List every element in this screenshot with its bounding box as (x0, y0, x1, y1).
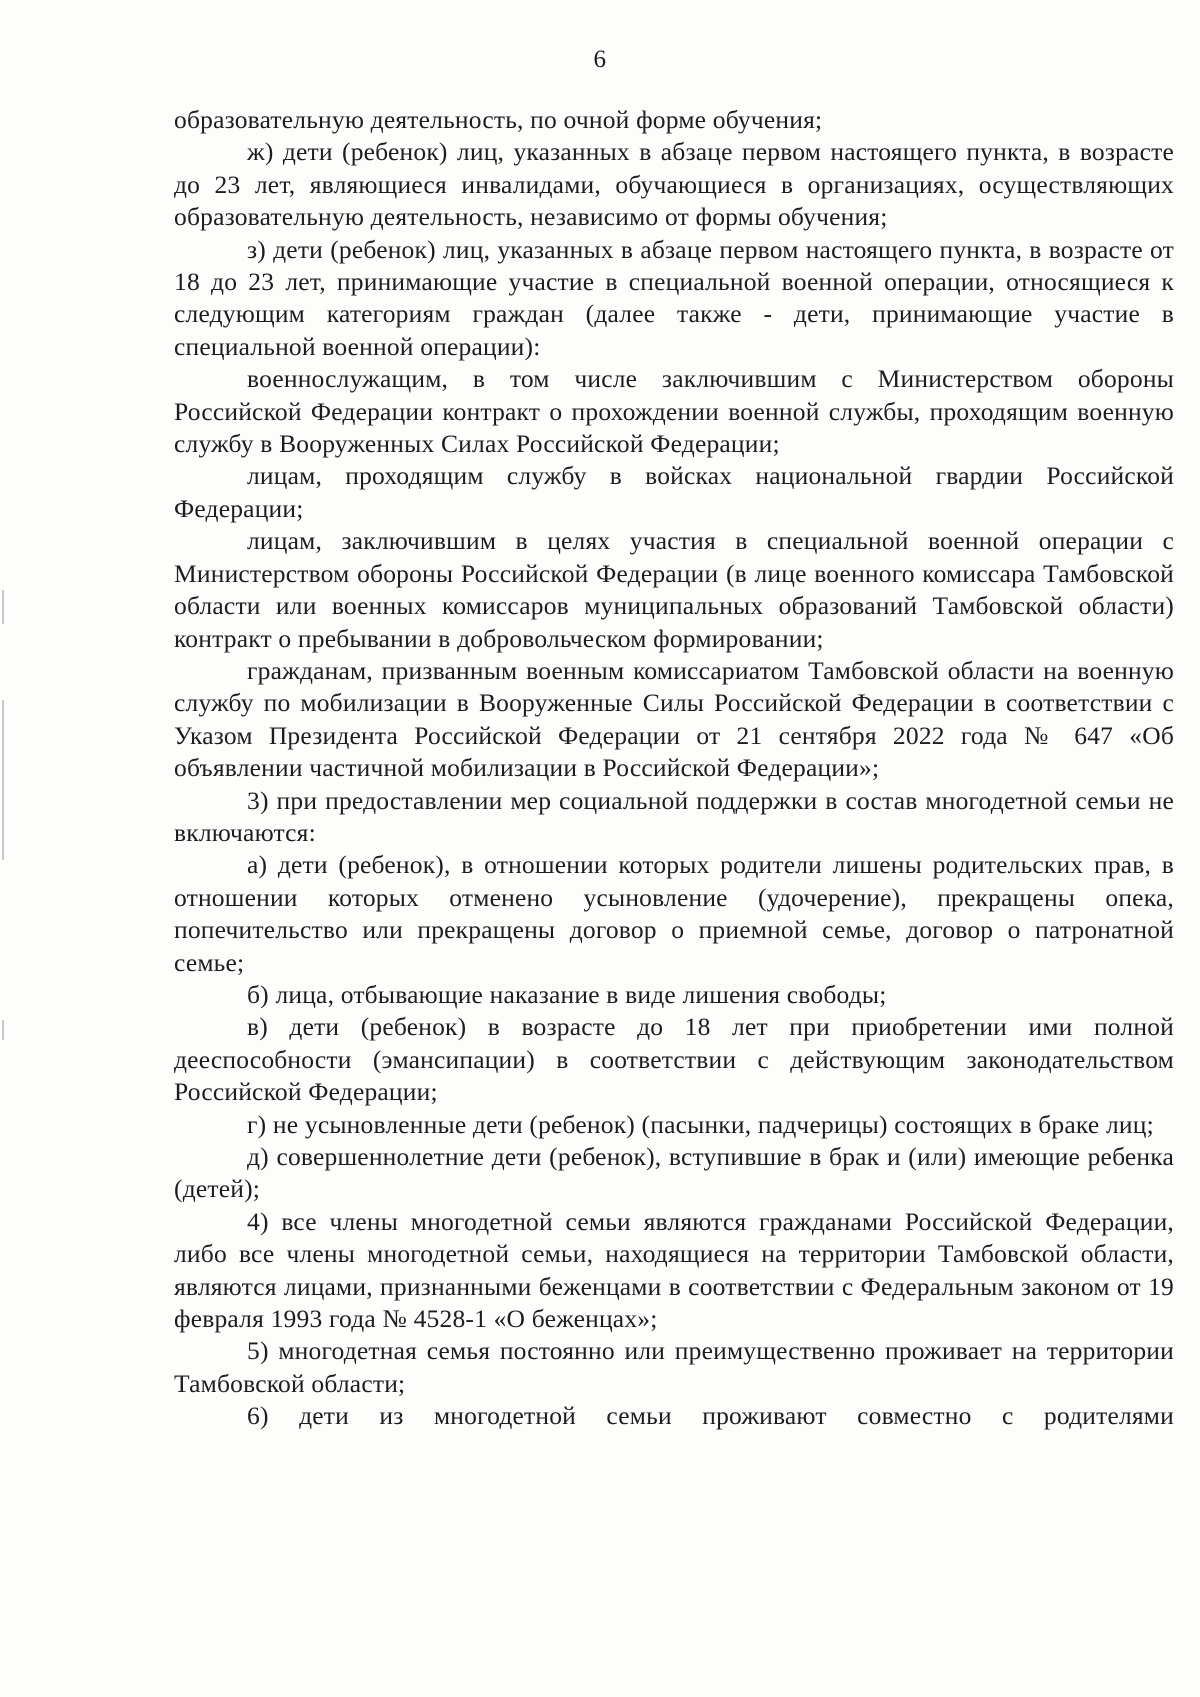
paragraph-item-g: г) не усыновленные дети (ребенок) (пасынки, падчерицы) состоящих в браке лиц; (247, 1109, 1154, 1139)
paragraph-military-servicemen: военнослужащим, в том числе заключившим с Министерством обороны Российской Федерации контракт о прохождении военной службы, проходящим военную службу в Вооруженных Силах Российской Федерации; (174, 364, 1174, 459)
page-number: 6 (593, 46, 607, 73)
scan-edge-mark (2, 700, 4, 860)
paragraph-item-5: 5) многодетная семья постоянно или преимущественно проживает на территории Тамбовской области; (174, 1336, 1174, 1398)
paragraph-mobilized-citizens: гражданам, призванным военным комиссариатом Тамбовской области на военную службу по мобилизации в Вооруженные Силы Российской Федерации в соответствии с Указом Президента Российской Федерации от 21 сентября 2022 года № 647 «Об объявлении частичной мобилизации в Российской Федерации»; (174, 655, 1174, 783)
paragraph-item-6: 6) дети из многодетной семьи проживают совместно с родителями (247, 1401, 1174, 1431)
paragraph-item-b: б) лица, отбывающие наказание в виде лишения свободы; (247, 979, 887, 1009)
paragraph-item-4: 4) все члены многодетной семьи являются гражданами Российской Федерации, либо все члены многодетной семьи, находящиеся на территории Тамбовской области, являются лицами, признанными беженцами в соответствии с Федеральным законом от 19 февраля 1993 года № 4528-1 «О беженцах»; (174, 1206, 1174, 1334)
paragraph-item-zh: ж) дети (ребенок) лиц, указанных в абзаце первом настоящего пункта, в возрасте до 23 лет, являющиеся инвалидами, обучающиеся в организациях, осуществляющих образовательную деятельность, независимо от формы обучения; (174, 137, 1174, 232)
paragraph-continuation: образовательную деятельность, по очной форме обучения; (174, 105, 823, 134)
paragraph-volunteer-contract: лицам, заключившим в целях участия в специальной военной операции с Министерством обороны Российской Федерации (в лице военного комиссара Тамбовской области или военных комиссаров муниципальных образований Тамбовской области) контракт о пребывании в добровольческом формировании; (174, 526, 1174, 653)
document-body (174, 104, 1174, 1433)
scan-edge-mark (2, 1020, 4, 1040)
paragraph-item-d: д) совершеннолетние дети (ребенок), вступившие в брак и (или) имеющие ребенка (детей); (174, 1142, 1174, 1204)
paragraph-item-v: в) дети (ребенок) в возрасте до 18 лет при приобретении ими полной дееспособности (эмансипации) в соответствии с действующим законодательством Российской Федерации; (174, 1012, 1174, 1107)
scan-edge-mark (2, 590, 4, 624)
paragraph-item-z: з) дети (ребенок) лиц, указанных в абзаце первом настоящего пункта, в возрасте от 18 до 23 лет, принимающие участие в специальной военной операции, относящиеся к следующим категориям граждан (далее также - дети, принимающие участие в специальной военной операции): (174, 234, 1174, 361)
paragraph-item-3: 3) при предоставлении мер социальной поддержки в состав многодетной семьи не включаются: (174, 785, 1174, 847)
paragraph-national-guard: лицам, проходящим службу в войсках национальной гвардии Российской Федерации; (174, 461, 1174, 523)
paragraph-item-a: а) дети (ребенок), в отношении которых родители лишены родительских прав, в отношении которых отменено усыновление (удочерение), прекращены опека, попечительство или прекращены договор о приемной семье, договор о патронатной семье; (174, 850, 1174, 977)
